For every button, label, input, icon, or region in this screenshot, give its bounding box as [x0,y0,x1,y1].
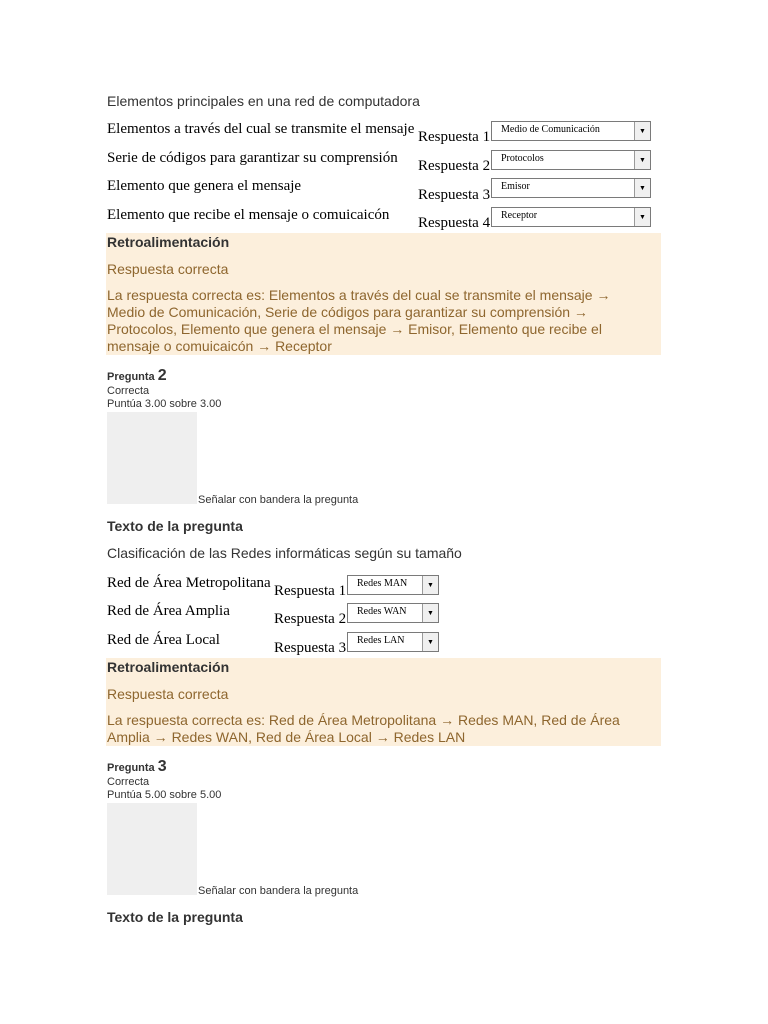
q2-select-2-value: Redes WAN [357,606,407,617]
q1-resp-label-4: Respuesta 4 [418,215,491,231]
q2-resp-label-2: Respuesta 2 [274,611,347,627]
q2-resp-label-1: Respuesta 1 [274,583,347,599]
q2-heading: Texto de la pregunta [107,518,243,534]
q2-label [107,367,167,385]
q2-feedback-title: Retroalimentación [107,659,230,675]
q2-select-1[interactable] [347,575,439,595]
q2-number: 2 [157,367,167,384]
q2-label-text: Pregunta [107,371,155,383]
q2-feedback [106,658,661,746]
q3-state: Correcta [107,776,150,788]
q2-prompt-2: Red de Área Amplia [107,603,230,619]
q1-feedback [106,233,661,355]
q1-resp-label-1: Respuesta 1 [418,129,491,145]
chevron-down-icon[interactable]: ▼ [422,604,438,622]
q1-resp-label-3: Respuesta 3 [418,187,491,203]
q2-intro: Clasificación de las Redes informáticas según su tamaño [107,545,462,561]
q2-select-3-value: Redes LAN [357,635,405,646]
q1-select-1[interactable] [491,121,651,141]
q1-select-3-value: Emisor [501,181,530,192]
q2-feedback-text: La respuesta correcta es: Red de Área Metropolitana → Redes MAN, Red de Área Amplia → Redes WAN, Red de Área Local → Redes LAN [107,712,620,745]
q2-flag-link[interactable]: Señalar con bandera la pregunta [198,494,359,506]
q1-select-2[interactable] [491,150,651,170]
q1-intro: Elementos principales en una red de computadora [107,93,420,109]
q2-feedback-status: Respuesta correcta [107,686,229,702]
q2-select-3[interactable] [347,632,439,652]
q3-heading: Texto de la pregunta [107,909,243,925]
q2-score: Puntúa 3.00 sobre 3.00 [107,398,222,410]
q1-prompt-4: Elemento que recibe el mensaje o comuicaicón [107,207,390,223]
chevron-down-icon[interactable]: ▼ [422,633,438,651]
q1-select-2-value: Protocolos [501,153,544,164]
q2-resp-label-3: Respuesta 3 [274,640,347,656]
q2-prompt-1: Red de Área Metropolitana [107,575,271,591]
q3-score: Puntúa 5.00 sobre 5.00 [107,789,222,801]
chevron-down-icon[interactable]: ▼ [634,151,650,169]
q1-prompt-2: Serie de códigos para garantizar su comprensión [107,150,398,166]
q3-thumbnail [107,803,197,895]
q1-select-3[interactable] [491,178,651,198]
chevron-down-icon[interactable]: ▼ [422,576,438,594]
q2-prompt-3: Red de Área Local [107,632,220,648]
q1-feedback-text: La respuesta correcta es: Elementos a través del cual se transmite el mensaje → Medio de Comunicación, Serie de códigos para garantizar su comprensión → Protocolos, Elemento que genera el mensaje → Emisor, Elemento que recibe el mensaje o comuicaicón → Receptor [107,287,611,354]
q3-number: 3 [157,758,167,775]
q1-feedback-title: Retroalimentación [107,234,230,250]
q3-label-text: Pregunta [107,762,155,774]
q1-prompt-3: Elemento que genera el mensaje [107,178,302,194]
q1-feedback-status: Respuesta correcta [107,261,229,277]
q1-select-4[interactable] [491,207,651,227]
chevron-down-icon[interactable]: ▼ [634,179,650,197]
q2-select-1-value: Redes MAN [357,578,408,589]
q1-prompt-1: Elementos a través del cual se transmite el mensaje [107,121,415,137]
q3-flag-link[interactable]: Señalar con bandera la pregunta [198,885,359,897]
q1-resp-label-2: Respuesta 2 [418,158,491,174]
chevron-down-icon[interactable]: ▼ [634,208,650,226]
q1-select-4-value: Receptor [501,210,538,221]
q2-thumbnail [107,412,197,504]
chevron-down-icon[interactable]: ▼ [634,122,650,140]
q1-select-1-value: Medio de Comunicación [501,124,600,135]
q2-state: Correcta [107,385,150,397]
q3-label [107,758,167,776]
q2-select-2[interactable] [347,603,439,623]
